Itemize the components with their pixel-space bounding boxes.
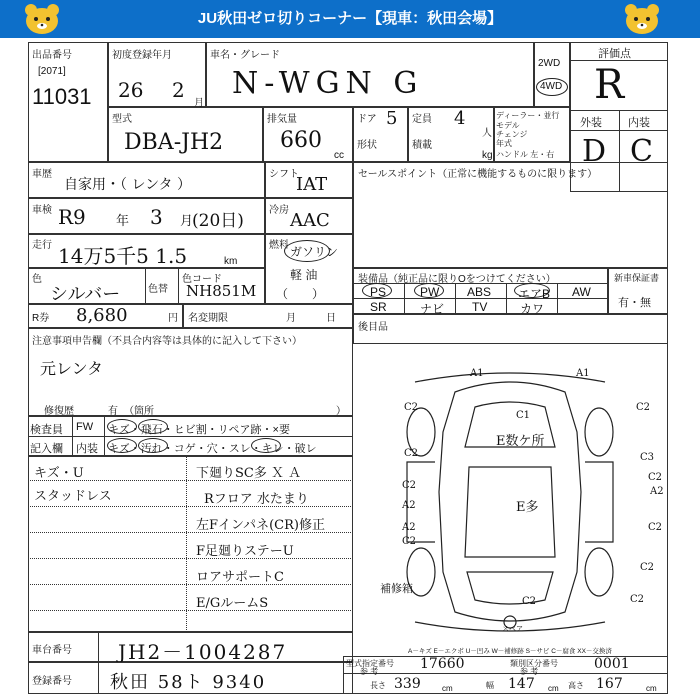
equip-sr: SR bbox=[370, 300, 387, 314]
sales-point-label: セールスポイント（正常に機能するものに限ります） bbox=[358, 169, 598, 180]
diag-e-several: E数ケ所 bbox=[496, 434, 545, 449]
rear-seat-box bbox=[353, 314, 668, 344]
class-no-label: 類別区分番号 bbox=[510, 659, 558, 668]
inspection-label: 車検 bbox=[32, 205, 52, 216]
interior-label: 内装 bbox=[628, 117, 650, 129]
inspector-items: キズ・飛石・ヒビ割・リペア跡・×要 bbox=[108, 424, 290, 436]
remark-right-5: ロアサポートC bbox=[196, 570, 284, 585]
diag-a2-1: A2 bbox=[402, 500, 416, 511]
repair-label: 修復歴 bbox=[44, 406, 74, 417]
inspection-month-unit: 月 bbox=[180, 214, 194, 229]
inspection-month: 3 bbox=[150, 205, 163, 229]
height-unit: cm bbox=[646, 684, 657, 693]
diag-c2-2: C2 bbox=[636, 402, 651, 413]
repair-has: 有 bbox=[108, 406, 118, 417]
remark-left-1: キズ・U bbox=[34, 466, 84, 481]
recycle-label: R券 bbox=[32, 313, 50, 324]
repair-loc: （箇所 bbox=[124, 406, 154, 417]
inspection-era: R9 bbox=[58, 205, 86, 229]
remark-right-6: E/GルームS bbox=[196, 596, 269, 611]
height-label: 高さ bbox=[568, 681, 584, 690]
diag-c2-4: C2 bbox=[402, 480, 417, 491]
equip-tv: TV bbox=[472, 300, 488, 314]
mileage-unit: km bbox=[224, 256, 238, 267]
warranty-label: 新車保証書 bbox=[614, 273, 660, 283]
color-change-label: 色替 bbox=[148, 284, 168, 295]
diag-c2-1: C2 bbox=[404, 402, 419, 413]
inspection-day: (20日) bbox=[192, 211, 244, 231]
first-reg-year: 26 bbox=[118, 78, 144, 102]
remark-left-2: スタッドレス bbox=[34, 489, 112, 504]
width-label: 幅 bbox=[486, 681, 494, 690]
mileage-value: 14万5千5 1.5 bbox=[58, 244, 188, 268]
lot-sub: [2071] bbox=[38, 66, 66, 77]
score-label: 評価点 bbox=[598, 48, 631, 60]
color-value: シルバー bbox=[50, 284, 121, 305]
diag-a1-front-left: A1 bbox=[470, 368, 484, 379]
diag-c3: C3 bbox=[640, 452, 655, 463]
chassis-value: JH2－1004287 bbox=[118, 640, 288, 664]
type-no-value: 17660 bbox=[420, 656, 465, 672]
exterior-label: 外装 bbox=[580, 117, 602, 129]
lot-label: 出品番号 bbox=[32, 50, 72, 61]
capacity-value: 4 bbox=[454, 108, 466, 129]
equip-ps: PS bbox=[370, 285, 387, 299]
notes-label: 注意事項申告欄（不具合内容等は具体的に記入して下さい） bbox=[32, 336, 302, 347]
width-unit: cm bbox=[548, 684, 559, 693]
class-no-ref: 参 考 bbox=[520, 667, 539, 676]
repair-loc-close: ） bbox=[336, 406, 346, 417]
fuel-diesel: 軽 油 bbox=[290, 268, 318, 282]
mileage-label: 走行 bbox=[32, 240, 52, 251]
shift-value: IAT bbox=[296, 174, 328, 195]
load-label: 積載 bbox=[412, 140, 432, 151]
displacement-label: 排気量 bbox=[267, 114, 297, 125]
history-value: 自家用・（ レンタ ） bbox=[64, 177, 191, 193]
entry-ins: 内装 bbox=[76, 443, 98, 455]
equip-aw: AW bbox=[572, 285, 591, 299]
length-label: 長さ bbox=[370, 681, 386, 690]
drive-box bbox=[534, 42, 570, 107]
car-diagram bbox=[395, 372, 625, 632]
bear-mascot-icon bbox=[22, 3, 62, 35]
chassis-label: 車台番号 bbox=[32, 645, 72, 656]
model-label: 型式 bbox=[112, 114, 132, 125]
ac-label: 冷房 bbox=[269, 205, 289, 216]
capacity-unit: 人 bbox=[482, 128, 492, 139]
diag-repair: 補修箱 bbox=[380, 582, 413, 595]
length-unit: cm bbox=[442, 684, 453, 693]
dealer-label: ディーラー・並行 bbox=[496, 111, 560, 120]
change-label: チェンジ bbox=[496, 130, 528, 139]
history-label: 車歴 bbox=[32, 169, 52, 180]
diag-c2-8: C2 bbox=[640, 562, 655, 573]
recycle-value: 8,680 bbox=[76, 305, 128, 326]
height-value: 167 bbox=[596, 676, 623, 692]
model-label-2: モデル bbox=[496, 121, 520, 130]
fuel-label: 燃料 bbox=[269, 240, 289, 251]
remark-right-4: F足廻りステーU bbox=[196, 544, 294, 559]
type-no-label: 型式指定番号 bbox=[346, 659, 394, 668]
diag-c2-7: C2 bbox=[402, 536, 417, 547]
entry-items: キズ・汚れ・コゲ・穴・スレ・キレ・破レ bbox=[108, 443, 317, 455]
inspector-fw: FW bbox=[76, 421, 94, 433]
load-unit: kg bbox=[482, 150, 493, 161]
registration-value: 秋田 58ト 9340 bbox=[110, 672, 267, 693]
inspector-label: 検査員 bbox=[30, 424, 63, 436]
color-label: 色 bbox=[32, 274, 42, 285]
car-name: N-WGN G bbox=[232, 66, 424, 101]
car-name-label: 車名・グレード bbox=[210, 50, 280, 61]
first-reg-month: 2 bbox=[172, 78, 185, 102]
header-banner bbox=[0, 0, 700, 38]
drive-2wd: 2WD bbox=[538, 58, 561, 69]
bear-mascot-icon bbox=[622, 3, 662, 35]
equip-pw: PW bbox=[420, 285, 440, 299]
recycle-unit: 円 bbox=[168, 313, 178, 324]
length-value: 339 bbox=[394, 676, 421, 692]
registration-label: 登録番号 bbox=[32, 676, 72, 687]
rear-seat-label: 後目品 bbox=[358, 322, 388, 333]
remark-right-2: Rフロア 水たまり bbox=[204, 492, 309, 507]
model-value: DBA-JH2 bbox=[124, 130, 224, 155]
lot-number: 11031 bbox=[32, 84, 92, 109]
color-code: NH851M bbox=[186, 282, 257, 300]
class-no-value: 0001 bbox=[594, 656, 630, 672]
header-title: JU秋田ゼロ切りコーナー【現車：秋田会場】 bbox=[197, 10, 503, 27]
diag-c2-3: C2 bbox=[404, 448, 419, 459]
capacity-label: 定員 bbox=[412, 114, 432, 125]
remarks-box bbox=[28, 456, 353, 632]
diagram-legend: A－キズ E－エクボ U－凹み W－補修跡 S－サビ C－腐食 XX－交換済 bbox=[408, 648, 612, 655]
diag-a2-2: A2 bbox=[650, 486, 664, 497]
diag-a1-front-right: A1 bbox=[576, 368, 590, 379]
remark-right-1: 下廻りSC多 Ｘ Ａ bbox=[196, 466, 302, 481]
first-reg-unit: 月 bbox=[194, 98, 204, 109]
diag-spare: スペア bbox=[502, 625, 523, 633]
drive-4wd: 4WD bbox=[540, 81, 563, 92]
color-code-label: 色コード bbox=[182, 274, 222, 285]
notes-value: 元レンタ bbox=[40, 359, 103, 378]
exterior-score: D bbox=[582, 134, 607, 169]
doors-label: ドア bbox=[357, 114, 377, 125]
year-label: 年式 bbox=[496, 139, 512, 148]
name-change-day: 日 bbox=[326, 313, 336, 324]
diag-c2-10: C2 bbox=[630, 594, 645, 605]
entry-label: 記入欄 bbox=[30, 443, 63, 455]
equip-navi: ナビ bbox=[420, 302, 445, 316]
diag-c2-6: C2 bbox=[648, 522, 663, 533]
equip-airbag: エアB bbox=[518, 287, 551, 301]
shape-label: 形状 bbox=[357, 140, 377, 151]
equipment-label: 装備品（純正品に限りOをつけてください） bbox=[358, 274, 556, 285]
handle-label: ハンドル 左・右 bbox=[496, 150, 555, 159]
displacement-value: 660 bbox=[280, 128, 322, 153]
warranty-value: 有・無 bbox=[618, 297, 651, 309]
equip-leather: カワ bbox=[520, 302, 545, 316]
interior-score: C bbox=[630, 134, 653, 169]
shift-label: シフト bbox=[269, 169, 299, 180]
fuel-gasoline: ガソリン bbox=[290, 245, 339, 259]
diag-c2-5: C2 bbox=[648, 472, 663, 483]
diag-a2-3: A2 bbox=[402, 522, 416, 533]
inspection-year-unit: 年 bbox=[116, 214, 130, 229]
remark-right-3: 左Fインパネ(CR)修正 bbox=[196, 518, 325, 533]
name-change-label: 名変期限 bbox=[188, 313, 228, 324]
displacement-unit: cc bbox=[334, 150, 344, 161]
diag-c1: C1 bbox=[516, 410, 531, 421]
width-value: 147 bbox=[508, 676, 535, 692]
name-change-month: 月 bbox=[286, 313, 296, 324]
diag-c2-9: C2 bbox=[522, 596, 537, 607]
fuel-other: （ ） bbox=[276, 287, 325, 301]
type-no-ref: 参 考 bbox=[360, 667, 379, 676]
equip-abs: ABS bbox=[467, 285, 492, 299]
ac-value: AAC bbox=[290, 210, 330, 231]
doors-value: 5 bbox=[386, 108, 398, 129]
first-reg-label: 初度登録年月 bbox=[112, 50, 172, 61]
diag-e-many: E多 bbox=[516, 500, 539, 515]
score-value: R bbox=[594, 62, 625, 108]
